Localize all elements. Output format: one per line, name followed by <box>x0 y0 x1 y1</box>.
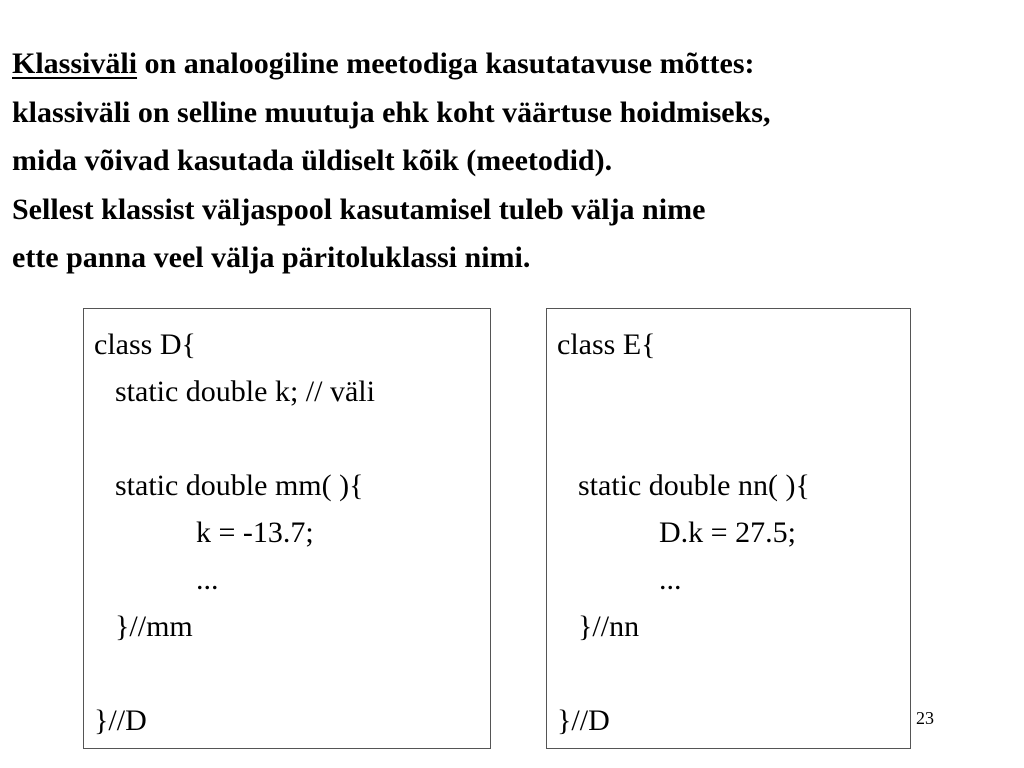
class-e-assignment: D.k = 27.5; <box>659 516 796 549</box>
class-d-assignment: k = -13.7; <box>196 516 314 549</box>
intro-line-2: klassiväli on selline muutuja ehk koht väärtuse hoidmiseks, <box>12 95 771 129</box>
class-d-method-end: }//mm <box>115 610 193 643</box>
intro-line-5: ette panna veel välja päritoluklassi nimi. <box>12 241 531 274</box>
page-number: 23 <box>916 708 934 728</box>
code-box-class-e <box>546 308 911 749</box>
class-e-header: class E{ <box>557 328 656 361</box>
intro-line-1 <box>12 40 1022 89</box>
term-klassivali: Klassiväli <box>12 47 138 80</box>
class-d-field: static double k; // väli <box>115 375 375 408</box>
class-d-method-header: static double mm( ){ <box>115 469 364 502</box>
class-d-end: }//D <box>94 704 147 737</box>
class-d-ellipsis: ... <box>196 563 219 596</box>
class-e-method-header: static double nn( ){ <box>578 469 810 502</box>
class-e-end: }//D <box>557 704 610 737</box>
class-d-header: class D{ <box>94 328 196 361</box>
intro-line-3: mida võivad kasutada üldiselt kõik (meetodid). <box>12 144 613 177</box>
class-e-method-end: }//nn <box>578 610 640 643</box>
intro-line-4: Sellest klassist väljaspool kasutamisel tuleb välja nime <box>12 192 706 226</box>
intro-line-1-rest: on analoogiline meetodiga kasutatavuse mõttes: <box>137 47 755 80</box>
code-box-class-d <box>83 308 491 749</box>
intro-paragraph <box>12 40 1022 283</box>
class-e-ellipsis: ... <box>659 563 682 596</box>
